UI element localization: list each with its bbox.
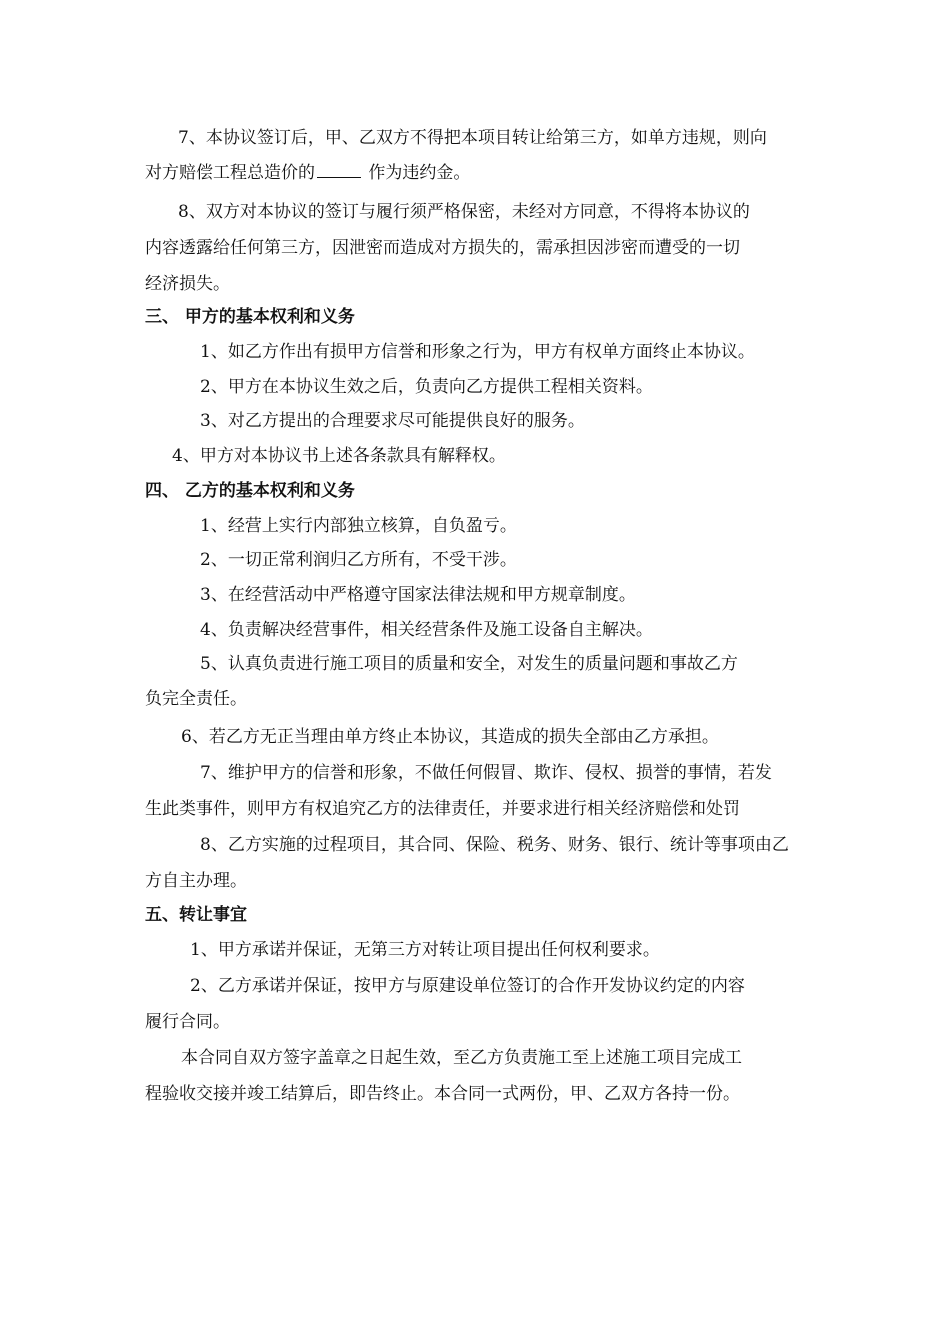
paragraph-line: 经济损失。 (145, 274, 230, 294)
list-item: 6、若乙方无正当理由单方终止本协议，其造成的损失全部由乙方承担。 (181, 727, 719, 747)
list-item-continuation: 方自主办理。 (145, 871, 247, 891)
list-item: 2、甲方在本协议生效之后，负责向乙方提供工程相关资料。 (200, 377, 653, 397)
paragraph-line: 7、本协议签订后，甲、乙双方不得把本项目转让给第三方，如单方违规，则向 (178, 128, 767, 148)
paragraph-line: 本合同自双方签字盖章之日起生效，至乙方负责施工至上述施工项目完成工 (181, 1048, 742, 1068)
list-item: 7、维护甲方的信誉和形象，不做任何假冒、欺诈、侵权、损誉的事情，若发 (200, 763, 772, 783)
list-item: 5、认真负责进行施工项目的质量和安全，对发生的质量问题和事故乙方 (200, 654, 738, 674)
list-item: 8、乙方实施的过程项目，其合同、保险、税务、财务、银行、统计等事项由乙 (200, 835, 789, 855)
list-item: 3、对乙方提出的合理要求尽可能提供良好的服务。 (200, 411, 585, 431)
fill-in-blank (317, 161, 361, 178)
section-heading: 四、 乙方的基本权利和义务 (145, 481, 355, 501)
list-item: 4、甲方对本协议书上述各条款具有解释权。 (172, 446, 506, 466)
list-item: 4、负责解决经营事件，相关经营条件及施工设备自主解决。 (200, 620, 653, 640)
section-heading: 三、 甲方的基本权利和义务 (145, 307, 355, 327)
list-item-continuation: 生此类事件，则甲方有权追究乙方的法律责任，并要求进行相关经济赔偿和处罚 (145, 799, 740, 819)
list-item: 2、一切正常利润归乙方所有，不受干涉。 (200, 550, 517, 570)
list-item: 1、经营上实行内部独立核算，自负盈亏。 (200, 516, 517, 536)
paragraph-text: 对方赔偿工程总造价的 (145, 163, 315, 183)
list-item: 1、甲方承诺并保证，无第三方对转让项目提出任何权利要求。 (190, 940, 660, 960)
list-item-continuation: 履行合同。 (145, 1012, 230, 1032)
paragraph-line-with-blank (145, 161, 470, 184)
list-item: 2、乙方承诺并保证，按甲方与原建设单位签订的合作开发协议约定的内容 (190, 976, 745, 996)
list-item: 1、如乙方作出有损甲方信誉和形象之行为，甲方有权单方面终止本协议。 (200, 342, 755, 362)
list-item: 3、在经营活动中严格遵守国家法律法规和甲方规章制度。 (200, 585, 636, 605)
paragraph-line: 内容透露给任何第三方，因泄密而造成对方损失的，需承担因涉密而遭受的一切 (145, 238, 740, 258)
section-heading: 五、转让事宜 (145, 905, 247, 925)
paragraph-line: 8、双方对本协议的签订与履行须严格保密，未经对方同意，不得将本协议的 (178, 202, 750, 222)
paragraph-line: 程验收交接并竣工结算后，即告终止。本合同一式两份，甲、乙双方各持一份。 (145, 1084, 740, 1104)
list-item-continuation: 负完全责任。 (145, 689, 247, 709)
paragraph-text: 作为违约金。 (363, 163, 471, 183)
